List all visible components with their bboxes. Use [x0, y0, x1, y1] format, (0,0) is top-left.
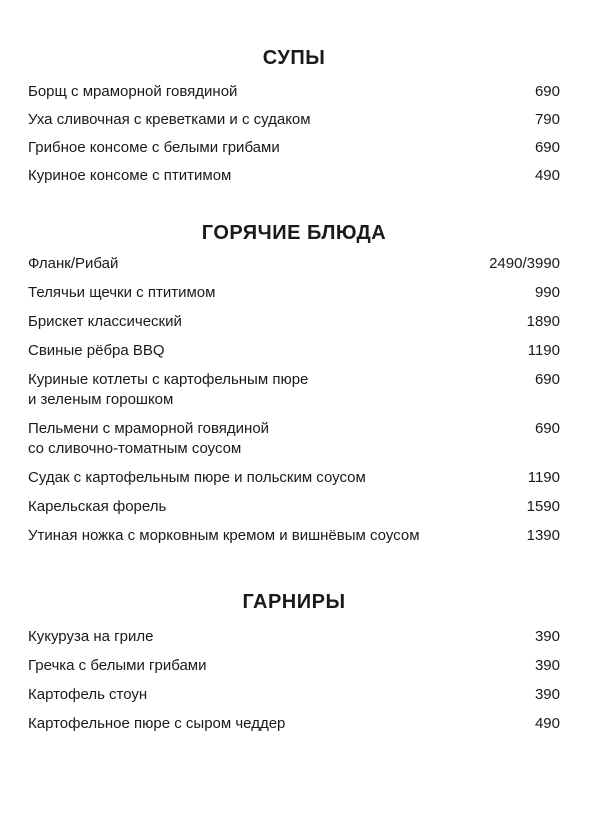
item-name: Гречка с белыми грибами: [28, 657, 207, 674]
item-name: Свиные рёбра BBQ: [28, 342, 165, 359]
item-name: Пельмени с мраморной говядиной со сливочно-томатным соусом: [28, 420, 270, 457]
item-name: Уха сливочная с креветками и с судаком: [28, 111, 311, 128]
item-price: 790: [534, 111, 560, 128]
menu-item: [28, 370, 560, 410]
item-name: Судак с картофельным пюре и польским соусом: [28, 469, 366, 486]
section-title: СУПЫ: [262, 47, 326, 69]
item-price: 390: [534, 686, 560, 703]
item-name: Утиная ножка с морковным кремом и вишнёвым соусом: [28, 527, 420, 544]
item-price: 2490/3990: [489, 255, 560, 272]
item-price: 990: [534, 284, 560, 301]
item-name: Брискет классический: [28, 313, 182, 330]
item-name: Кукуруза на гриле: [28, 628, 154, 645]
item-price: 690: [534, 420, 560, 437]
menu-item: [28, 627, 560, 647]
section-title: ГАРНИРЫ: [242, 591, 346, 613]
item-name: Телячьи щечки с птитимом: [28, 284, 216, 301]
menu-item: [28, 341, 560, 361]
item-name: Карельская форель: [28, 498, 167, 515]
item-name: Картофель стоун: [28, 686, 148, 703]
item-name: Грибное консоме с белыми грибами: [28, 139, 280, 156]
item-price: 1590: [526, 498, 560, 515]
item-price: 1190: [527, 342, 560, 359]
item-name: Куриные котлеты с картофельным пюре и зеленым горошком: [28, 371, 309, 408]
menu-section-hot-dishes: [28, 220, 560, 546]
item-name: Куриное консоме с птитимом: [28, 167, 232, 184]
menu-section-soups: [28, 45, 560, 186]
item-price: 390: [534, 657, 560, 674]
menu-item: [28, 283, 560, 303]
item-name: Борщ с мраморной говядиной: [28, 83, 238, 100]
menu-item: [28, 468, 560, 488]
menu-item: [28, 166, 560, 186]
menu-item: [28, 110, 560, 130]
item-price: 1190: [527, 469, 560, 486]
menu-item: [28, 312, 560, 332]
section-title: ГОРЯЧИЕ БЛЮДА: [201, 222, 387, 244]
menu-item: [28, 82, 560, 102]
item-price: 690: [534, 371, 560, 388]
item-price: 390: [534, 628, 560, 645]
item-price: 490: [534, 167, 560, 184]
item-price: 490: [534, 715, 560, 732]
menu-item: [28, 419, 560, 459]
menu-item: [28, 714, 560, 734]
menu-item: [28, 138, 560, 158]
item-price: 690: [534, 139, 560, 156]
item-price: 1890: [526, 313, 560, 330]
menu-item: [28, 656, 560, 676]
item-price: 1390: [526, 527, 560, 544]
menu-section-sides: [28, 589, 560, 734]
menu-item: [28, 685, 560, 705]
item-price: 690: [534, 83, 560, 100]
menu-item: [28, 254, 560, 274]
menu-item: [28, 526, 560, 546]
menu-item: [28, 497, 560, 517]
item-name: Картофельное пюре с сыром чеддер: [28, 715, 286, 732]
item-name: Фланк/Рибай: [28, 255, 119, 272]
